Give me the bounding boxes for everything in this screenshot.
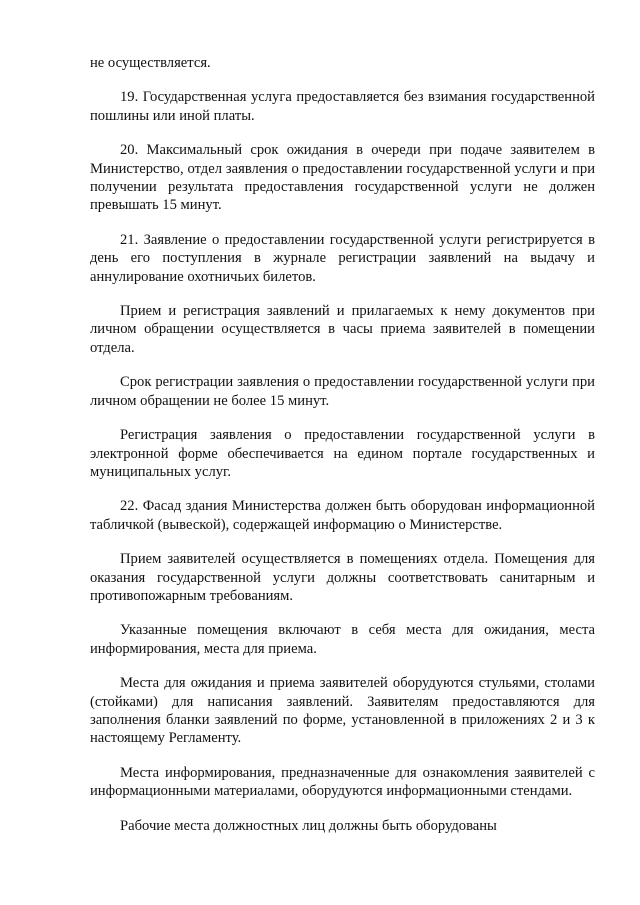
paragraph-item-20: 20. Максимальный срок ожидания в очереди при подаче заявителем в Министерство, отдел заявления о предоставлении государственной услуги и при получении результата предоставления государственной услуги не должен превышать 15 минут. [90, 142, 595, 214]
paragraph-continuation: не осуществляется. [90, 55, 211, 71]
paragraph-item-19: 19. Государственная услуга предоставляется без взимания государственной пошлины или иной платы. [90, 89, 595, 124]
paragraph-premises: Прием заявителей осуществляется в помещениях отдела. Помещения для оказания государственной услуги должны соответствовать санитарным и противопожарным требованиям. [90, 551, 595, 604]
paragraph-reception-registration: Прием и регистрация заявлений и прилагаемых к нему документов при личном обращении осуществляется в часы приема заявителей в помещении отдела. [90, 303, 595, 356]
paragraph-waiting-areas: Места для ожидания и приема заявителей оборудуются стульями, столами (стойками) для написания заявлений. Заявителям предоставляются для заполнения бланки заявлений по форме, установленной в приложениях 2 и 3 к настоящему Регламенту. [90, 675, 595, 747]
paragraph-registration-term: Срок регистрации заявления о предоставлении государственной услуги при личном обращении не более 15 минут. [90, 374, 595, 409]
paragraph-electronic-registration: Регистрация заявления о предоставлении государственной услуги в электронной форме обеспечивается на едином портале государственных и муниципальных услуг. [90, 427, 595, 480]
paragraph-information-areas: Места информирования, предназначенные для ознакомления заявителей с информационными материалами, оборудуются информационными стендами. [90, 764, 595, 800]
document-page [90, 54, 595, 835]
paragraph-item-21: 21. Заявление о предоставлении государственной услуги регистрируется в день его поступления в журнале регистрации заявлений на выдачу и аннулирование охотничьих билетов. [90, 231, 595, 285]
paragraph-workplaces: Рабочие места должностных лиц должны быть оборудованы [120, 817, 497, 834]
paragraph-premises-areas: Указанные помещения включают в себя места для ожидания, места информирования, места для приема. [90, 622, 595, 657]
paragraph-item-22: 22. Фасад здания Министерства должен быть оборудован информационной табличкой (вывеской), содержащей информацию о Министерстве. [90, 498, 595, 533]
